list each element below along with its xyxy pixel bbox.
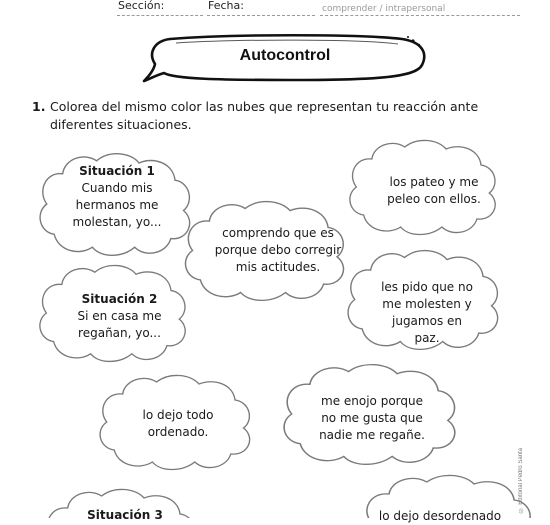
pateo-text	[374, 174, 494, 208]
situacion-2-heading: Situación 2	[81, 292, 158, 306]
situacion-2-text	[72, 291, 167, 342]
situacion-3-text	[70, 507, 180, 524]
publisher-credit: © Editorial Pedro Santa	[518, 448, 524, 513]
date-label: Fecha:	[208, 0, 244, 12]
question-text: Colorea del mismo color las nubes que representan tu reacción ante diferentes situaciones.	[50, 99, 479, 132]
pido-text	[381, 279, 473, 347]
dejo-ordenado-text	[133, 407, 223, 441]
situacion-1-heading: Situación 1	[79, 164, 155, 178]
comprendo-body: comprendo que es porque debo corregir mis actitudes.	[214, 226, 342, 274]
dejo-ordenado-body: lo dejo todo ordenado.	[142, 408, 214, 439]
page-title: Autocontrol	[239, 47, 331, 64]
situacion-2-body: Si en casa me regañan, yo...	[77, 309, 162, 340]
situacion-1-body: Cuando mis hermanos me molestan, yo...	[72, 181, 162, 229]
situacion-3-heading: Situación 3	[87, 508, 163, 522]
dejo-desordenado-body: lo dejo desordenado	[378, 509, 502, 523]
question-number: 1.	[32, 99, 46, 114]
enojo-text	[317, 393, 427, 444]
situacion-1-text	[62, 163, 172, 231]
pateo-body: los pateo y me peleo con ellos.	[387, 175, 481, 206]
comprendo-text	[213, 225, 343, 276]
dejo-desordenado-text	[365, 508, 515, 525]
enojo-body: me enojo porque no me gusta que nadie me regañe.	[319, 394, 425, 442]
pido-body: les pido que no me molesten y jugamos en paz.	[381, 280, 473, 345]
section-label: Sección:	[118, 0, 165, 12]
competency-subtitle: comprender / intrapersonal	[322, 4, 446, 14]
